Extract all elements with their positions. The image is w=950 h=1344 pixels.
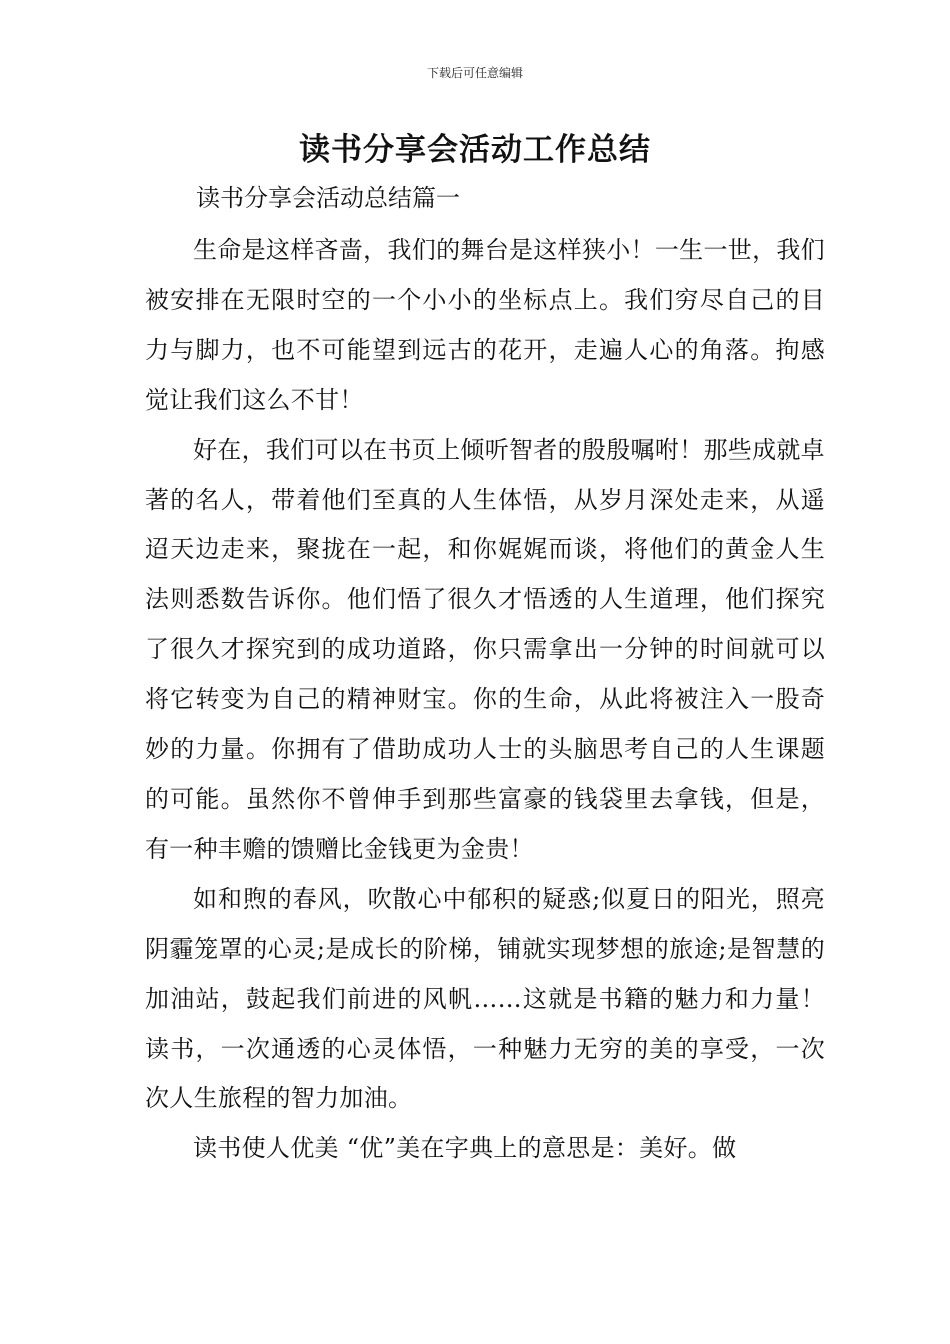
paragraph-4: 读书使人优美 “优”美在字典上的意思是：美好。做 [193,1134,737,1163]
paragraph-1: 生命是这样吝啬，我们的舞台是这样狭小！一生一世，我们被安排在无限时空的一个小小的坐标点上。我们穷尽自己的目力与脚力，也不可能望到远古的花开，走遍人心的角落。拘感觉让我们这么不甘！ [145,236,825,414]
paragraph-2: 好在，我们可以在书页上倾听智者的殷殷嘱咐！那些成就卓著的名人，带着他们至真的人生体悟，从岁月深处走来，从遥迢天边走来，聚拢在一起，和你娓娓而谈，将他们的黄金人生法则悉数告诉你。他们悟了很久才悟透的人生道理，他们探究了很久才探究到的成功道路，你只需拿出一分钟的时间就可以将它转变为自己的精神财宝。你的生命，从此将被注入一股奇妙的力量。你拥有了借助成功人士的头脑思考自己的人生课题的可能。虽然你不曾伸手到那些富豪的钱袋里去拿钱，但是，有一种丰赡的馈赠比金钱更为金贵！ [145,435,825,863]
paragraph-3: 如和煦的春风，吹散心中郁积的疑惑;似夏日的阳光，照亮阴霾笼罩的心灵;是成长的阶梯，铺就实现梦想的旅途;是智慧的加油站，鼓起我们前进的风帆……这就是书籍的魅力和力量！读书，一次通透的心灵体悟，一种魅力无穷的美的享受，一次次人生旅程的智力加油。 [145,884,825,1113]
document-subtitle: 读书分享会活动总结篇一 [196,184,460,212]
document-body [145,226,825,1174]
document-title: 读书分享会活动工作总结 [299,132,651,168]
header-note: 下载后可任意编辑 [426,66,523,80]
